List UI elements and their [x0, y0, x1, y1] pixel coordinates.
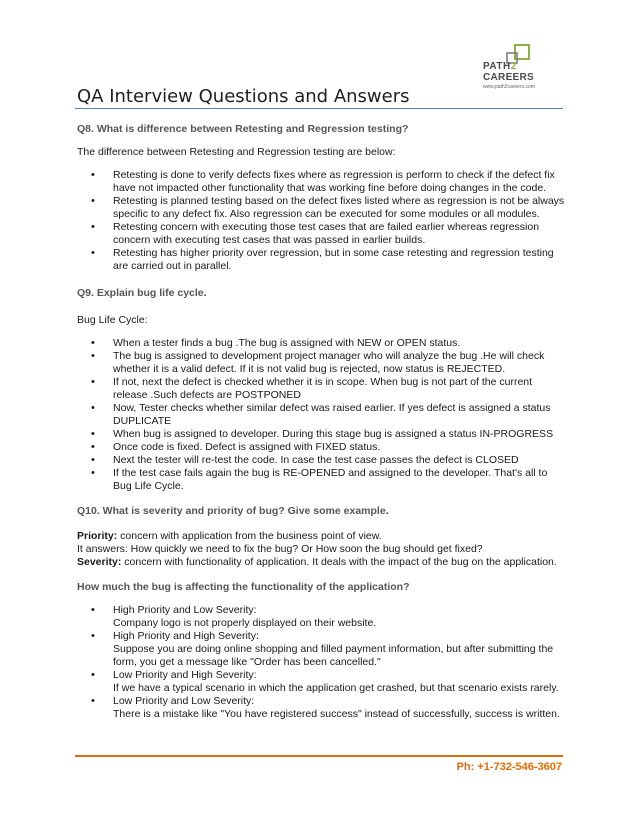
q10-heading	[77, 505, 567, 518]
priority-definition	[77, 530, 567, 543]
q10-heading-end: .	[385, 505, 389, 517]
q9-list	[77, 337, 567, 493]
list-item: • Retesting is done to verify defects fixes where as regression is perform to check if the defect fix have not impacted other functionality that was working fine before doing changes in the code.	[77, 169, 567, 195]
list-item	[77, 604, 567, 630]
list-item: • If the test case fails again the bug is RE-OPENED and assigned to the developer. That's all to Bug Life Cycle.	[77, 467, 567, 493]
path2careers-logo	[479, 44, 559, 90]
list-item: • Retesting concern with executing those test cases that are failed earlier whereas regression concern with executing test cases that was passed in earlier builds.	[77, 221, 567, 247]
document-body	[77, 116, 567, 721]
list-item: • When a tester finds a bug .The bug is assigned with NEW or OPEN status.	[77, 337, 567, 350]
list-item: • The bug is assigned to development project manager who will analyze the bug .He will check whether it is a valid defect. If it is not valid bug is rejected, now status is REJECTED.	[77, 350, 567, 376]
q9-heading	[77, 287, 567, 300]
list-item: • When bug is assigned to developer. During this stage bug is assigned a status IN-PROGRESS	[77, 428, 567, 441]
list-item: • Retesting is planned testing based on the defect fixes listed where as regression is not be always specific to any defect fix. Also regression can be executed for some modules or all modules.	[77, 195, 567, 221]
example-title: • High Priority and High Severity:	[113, 630, 259, 642]
list-item: • Retesting has higher priority over regression, but in some case retesting and regression testing are carried out in parallel.	[77, 247, 567, 273]
severity-definition	[77, 556, 567, 569]
q10-heading-text: Q10. What is severity and priority of bug? Give some example	[77, 505, 386, 517]
example-title: • Low Priority and Low Severity:	[113, 695, 255, 707]
priority-answers: It answers: How quickly we need to fix the bug? Or How soon the bug should get fixed?	[77, 543, 483, 555]
logo-line1: PATH	[483, 61, 511, 72]
q8-heading: Q8. What is difference between Retesting and Regression testing?	[77, 123, 409, 135]
example-title: • Low Priority and High Severity:	[113, 669, 257, 681]
list-item	[77, 630, 567, 669]
q8-intro: The difference between Retesting and Regression testing are below:	[77, 146, 396, 158]
footer-divider	[75, 755, 563, 757]
example-text: If we have a typical scenario in which the application get crashed, but that scenario exists rarely.	[113, 682, 559, 694]
example-text: Suppose you are doing online shopping and filled payment information, but after submitting the form, you get a message like "Order has been cancelled."	[113, 643, 554, 668]
list-item: • Now, Tester checks whether similar defect was raised earlier. If yes defect is assigned a status DUPLICATE	[77, 402, 567, 428]
q8-list	[77, 169, 567, 273]
logo-line1-number: 2	[510, 61, 517, 72]
example-title: • High Priority and Low Severity:	[113, 604, 257, 616]
list-item: • Next the tester will re-test the code. In case the test case passes the defect is CLOSED	[77, 454, 567, 467]
logo-line2: CAREERS	[483, 72, 534, 83]
severity-priority-examples	[77, 604, 567, 721]
list-item	[77, 669, 567, 695]
severity-label: Severity:	[77, 556, 122, 568]
priority-label: Priority:	[77, 530, 118, 542]
severity-text: concern with functionality of application. It deals with the impact of the bug on the application.	[121, 556, 557, 568]
q9-heading-text: Q9. Explain bug life cycle	[77, 287, 204, 299]
list-item: • If not, next the defect is checked whether it is in scope. When bug is not part of the current release .Such defects are POSTPONED	[77, 376, 567, 402]
logo-url: www.path2careers.com	[483, 84, 535, 90]
list-item	[77, 695, 567, 721]
example-text: Company logo is not properly displayed on their website.	[113, 617, 377, 629]
page-title: QA Interview Questions and Answers	[77, 86, 410, 107]
priority-text: concern with application from the business point of view.	[117, 530, 382, 542]
footer-phone: Ph: +1-732-546-3607	[456, 761, 562, 773]
q9-heading-end: .	[203, 287, 207, 299]
impact-subheading: How much the bug is affecting the functionality of the application?	[77, 581, 410, 593]
title-divider	[75, 108, 563, 109]
list-item: • Once code is fixed. Defect is assigned with FIXED status.	[77, 441, 567, 454]
q9-intro: Bug Life Cycle:	[77, 314, 148, 326]
example-text: There is a mistake like "You have registered success" instead of successfully, success is written.	[113, 708, 560, 720]
